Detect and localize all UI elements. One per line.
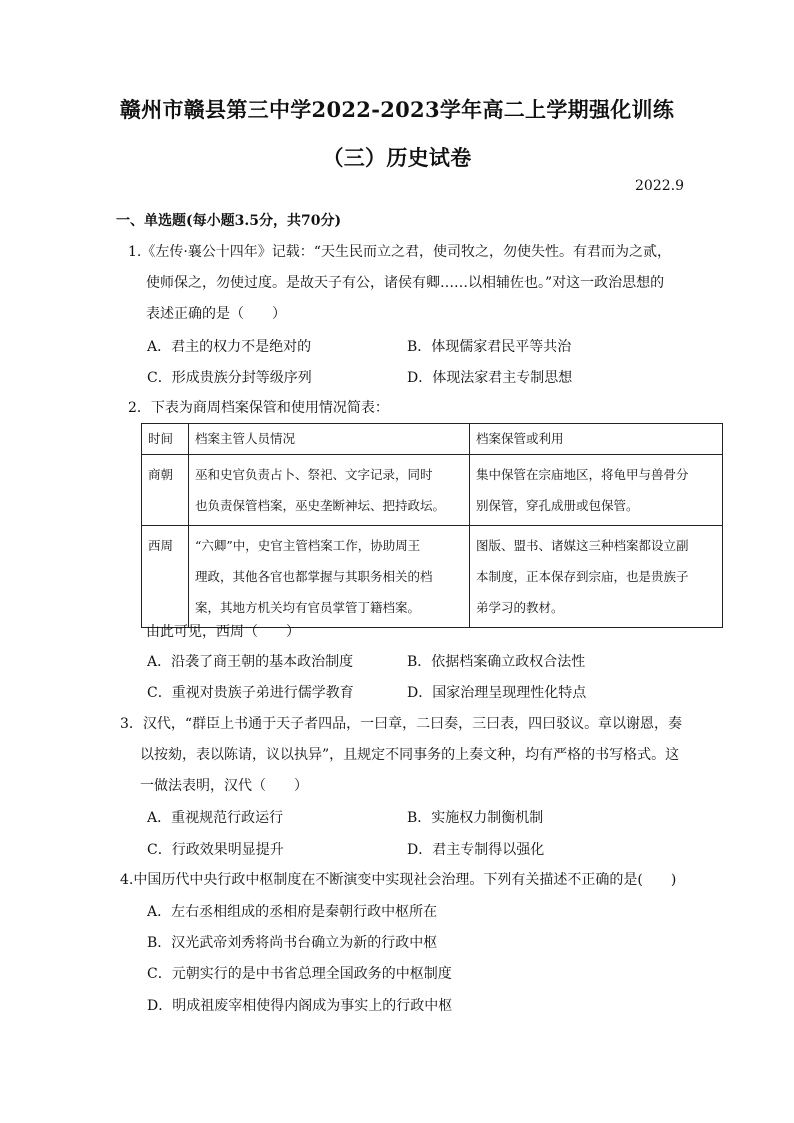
- question-1-option-c: C．形成贵族分封等级序列: [147, 370, 312, 386]
- question-1-option-b: B．体现儒家君民平等共治: [407, 339, 572, 355]
- table-cell-line: 也负责保管档案，巫史垄断神坛、把持政坛。: [195, 498, 446, 513]
- exam-title-line2: （三）历史试卷: [322, 145, 472, 170]
- question-3-line-3: 一做法表明，汉代（ ）: [140, 778, 308, 794]
- question-3-option-c: C．行政效果明显提升: [147, 842, 284, 858]
- question-1-option-a: A．君主的权力不是绝对的: [147, 339, 312, 355]
- table-cell-time: 西周: [142, 526, 189, 628]
- question-1-line-1: 1.《左传·襄公十四年》记载：“天生民而立之君，使司牧之，勿使失性。有君而为之贰，: [128, 244, 671, 260]
- question-2-line-1: 2．下表为商周档案保管和使用情况简表：: [128, 400, 389, 416]
- question-4-line-1: 4.中国历代中央行政中枢制度在不断演变中实现社会治理。下列有关描述不正确的是( ): [120, 872, 677, 888]
- question-3-line-2: 以按劾，表以陈请，议以执异”，且规定不同事务的上奏文种，均有严格的书写格式。这: [140, 747, 680, 763]
- question-2-option-b: B．依据档案确立政权合法性: [407, 654, 586, 670]
- question-4-option-d: D．明成祖废宰相使得内阁成为事实上的行政中枢: [147, 998, 453, 1014]
- question-2-conclusion: 由此可见，西周（ ）: [146, 624, 300, 640]
- table-cell-line: 别保管，穿孔成册或包保管。: [476, 498, 639, 513]
- table-cell-staff: [189, 455, 470, 526]
- question-3-option-d: D．君主专制得以强化: [407, 842, 545, 858]
- question-4-option-b: B．汉光武帝刘秀将尚书台确立为新的行政中枢: [147, 935, 438, 951]
- table-cell-line: 图版、盟书、诸媒这三种档案都设立副: [476, 538, 689, 553]
- question-1-line-3: 表述正确的是（ ）: [146, 306, 286, 322]
- question-1-line-2: 使师保之，勿使过度。是故天子有公，诸侯有卿……以相辅佐也。”对这一政治思想的: [146, 275, 665, 291]
- table-cell-line: “六卿”中，史官主管档案工作，协助周王: [195, 538, 421, 553]
- table-cell-line: 理政，其他各官也都掌握与其职务相关的档: [195, 569, 433, 584]
- table-cell-line: 巫和史官负责占卜、祭祀、文字记录，同时: [195, 467, 433, 482]
- question-2-option-d: D．国家治理呈现理性化特点: [407, 685, 587, 701]
- question-2-option-a: A．沿袭了商王朝的基本政治制度: [147, 654, 354, 670]
- table-cell-staff: [189, 526, 470, 628]
- table-cell-line: 本制度，正本保存到宗庙，也是贵族子: [476, 569, 689, 584]
- question-1-option-d: D．体现法家君主专制思想: [407, 370, 573, 386]
- table-cell-use: [470, 455, 723, 526]
- table-cell-line: 弟学习的教材。: [476, 600, 564, 615]
- question-3-option-b: B．实施权力制衡机制: [407, 810, 544, 826]
- table-cell-line: 案，其地方机关均有官员掌管丁籍档案。: [195, 600, 421, 615]
- question-4-option-c: C．元朝实行的是中书省总理全国政务的中枢制度: [147, 966, 452, 982]
- table-header-use: 档案保管或利用: [470, 424, 723, 455]
- table-cell-line: 集中保管在宗庙地区，将龟甲与兽骨分: [476, 467, 689, 482]
- question-3-line-1: 3．汉代，“群臣上书通于天子者四品，一曰章，二曰奏，三曰表，四曰驳议。章以谢恩，奏: [120, 716, 683, 732]
- exam-date: 2022.9: [635, 178, 684, 194]
- table-header-time: 时间: [142, 424, 189, 455]
- question-2-option-c: C．重视对贵族子弟进行儒学教育: [147, 685, 354, 701]
- table-cell-time: 商朝: [142, 455, 189, 526]
- question-4-option-a: A．左右丞相组成的丞相府是秦朝行政中枢所在: [147, 904, 438, 920]
- table-row: [142, 526, 723, 628]
- table-cell-use: [470, 526, 723, 628]
- section-heading: 一、单选题(每小题3.5分，共70分): [116, 213, 342, 229]
- table-row: [142, 455, 723, 526]
- archive-table: [141, 423, 723, 628]
- question-3-option-a: A．重视规范行政运行: [147, 810, 284, 826]
- table-header-row: [142, 424, 723, 455]
- exam-title-line1: 赣州市赣县第三中学2022-2023学年高二上学期强化训练: [119, 97, 675, 122]
- table-header-staff: 档案主管人员情况: [189, 424, 470, 455]
